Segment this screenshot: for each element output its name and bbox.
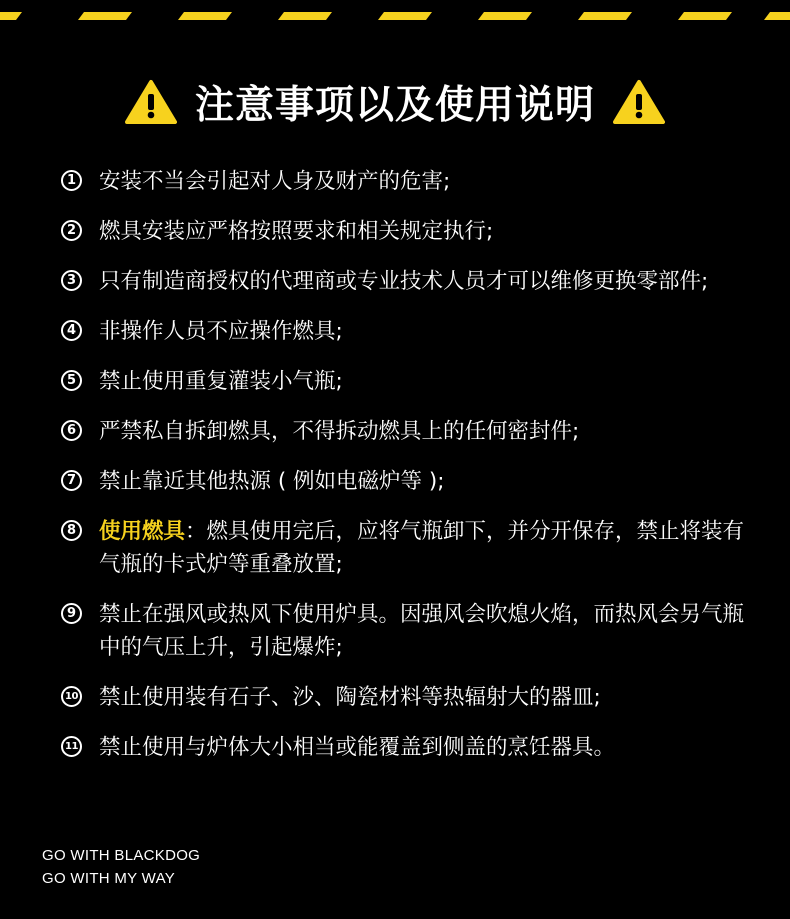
- footer-slogan: GO WITH BLACKDOG: [42, 847, 201, 864]
- page-title: 注意事项以及使用说明: [194, 83, 595, 128]
- item-text: 禁止在强风或热风下使用炉具。因强风会吹熄火焰，而热风会另气瓶中的气压上升，引起爆炸;: [99, 602, 745, 660]
- item-text: 非操作人员不应操作燃具;: [99, 319, 343, 344]
- warning-icon: [613, 79, 665, 125]
- list-item: [61, 598, 761, 664]
- hazard-stripes: [0, 0, 790, 30]
- list-item: [61, 315, 761, 348]
- item-text: 严禁私自拆卸燃具，不得拆动燃具上的任何密封件;: [99, 419, 580, 444]
- list-item: [61, 415, 761, 448]
- item-number: 1: [61, 170, 82, 191]
- item-number: 8: [61, 520, 82, 541]
- item-number: 3: [61, 270, 82, 291]
- list-item: [61, 731, 761, 764]
- list-item: [61, 465, 761, 498]
- item-number: 11: [61, 736, 82, 757]
- item-number: 10: [61, 686, 82, 707]
- item-text: 禁止使用与炉体大小相当或能覆盖到侧盖的烹饪器具。: [99, 735, 616, 760]
- item-number: 6: [61, 420, 82, 441]
- header: [0, 72, 790, 132]
- instruction-list: [61, 165, 761, 764]
- item-text: ：燃具使用完后，应将气瓶卸下，并分开保存，禁止将装有气瓶的卡式炉等重叠放置;: [99, 519, 745, 577]
- list-item: [61, 215, 761, 248]
- item-text: 燃具安装应严格按照要求和相关规定执行;: [99, 219, 494, 244]
- list-item: [61, 165, 761, 198]
- list-item: [61, 515, 761, 581]
- item-text: 禁止使用装有石子、沙、陶瓷材料等热辐射大的器皿;: [99, 685, 601, 710]
- list-item: [61, 365, 761, 398]
- list-item: [61, 265, 761, 298]
- item-highlight: 使用燃具: [99, 519, 186, 544]
- item-number: 2: [61, 220, 82, 241]
- list-item: [61, 681, 761, 714]
- item-text: 安装不当会引起对人身及财产的危害;: [99, 169, 451, 194]
- item-text: 只有制造商授权的代理商或专业技术人员才可以维修更换零部件;: [99, 269, 709, 294]
- footer-slogan: GO WITH MY WAY: [42, 870, 176, 887]
- item-number: 4: [61, 320, 82, 341]
- item-number: 7: [61, 470, 82, 491]
- item-text: 禁止使用重复灌装小气瓶;: [99, 369, 343, 394]
- footer: [42, 844, 200, 890]
- item-text: 禁止靠近其他热源 ( 例如电磁炉等 );: [99, 469, 445, 494]
- warning-icon: [125, 79, 177, 125]
- item-number: 5: [61, 370, 82, 391]
- item-number: 9: [61, 603, 82, 624]
